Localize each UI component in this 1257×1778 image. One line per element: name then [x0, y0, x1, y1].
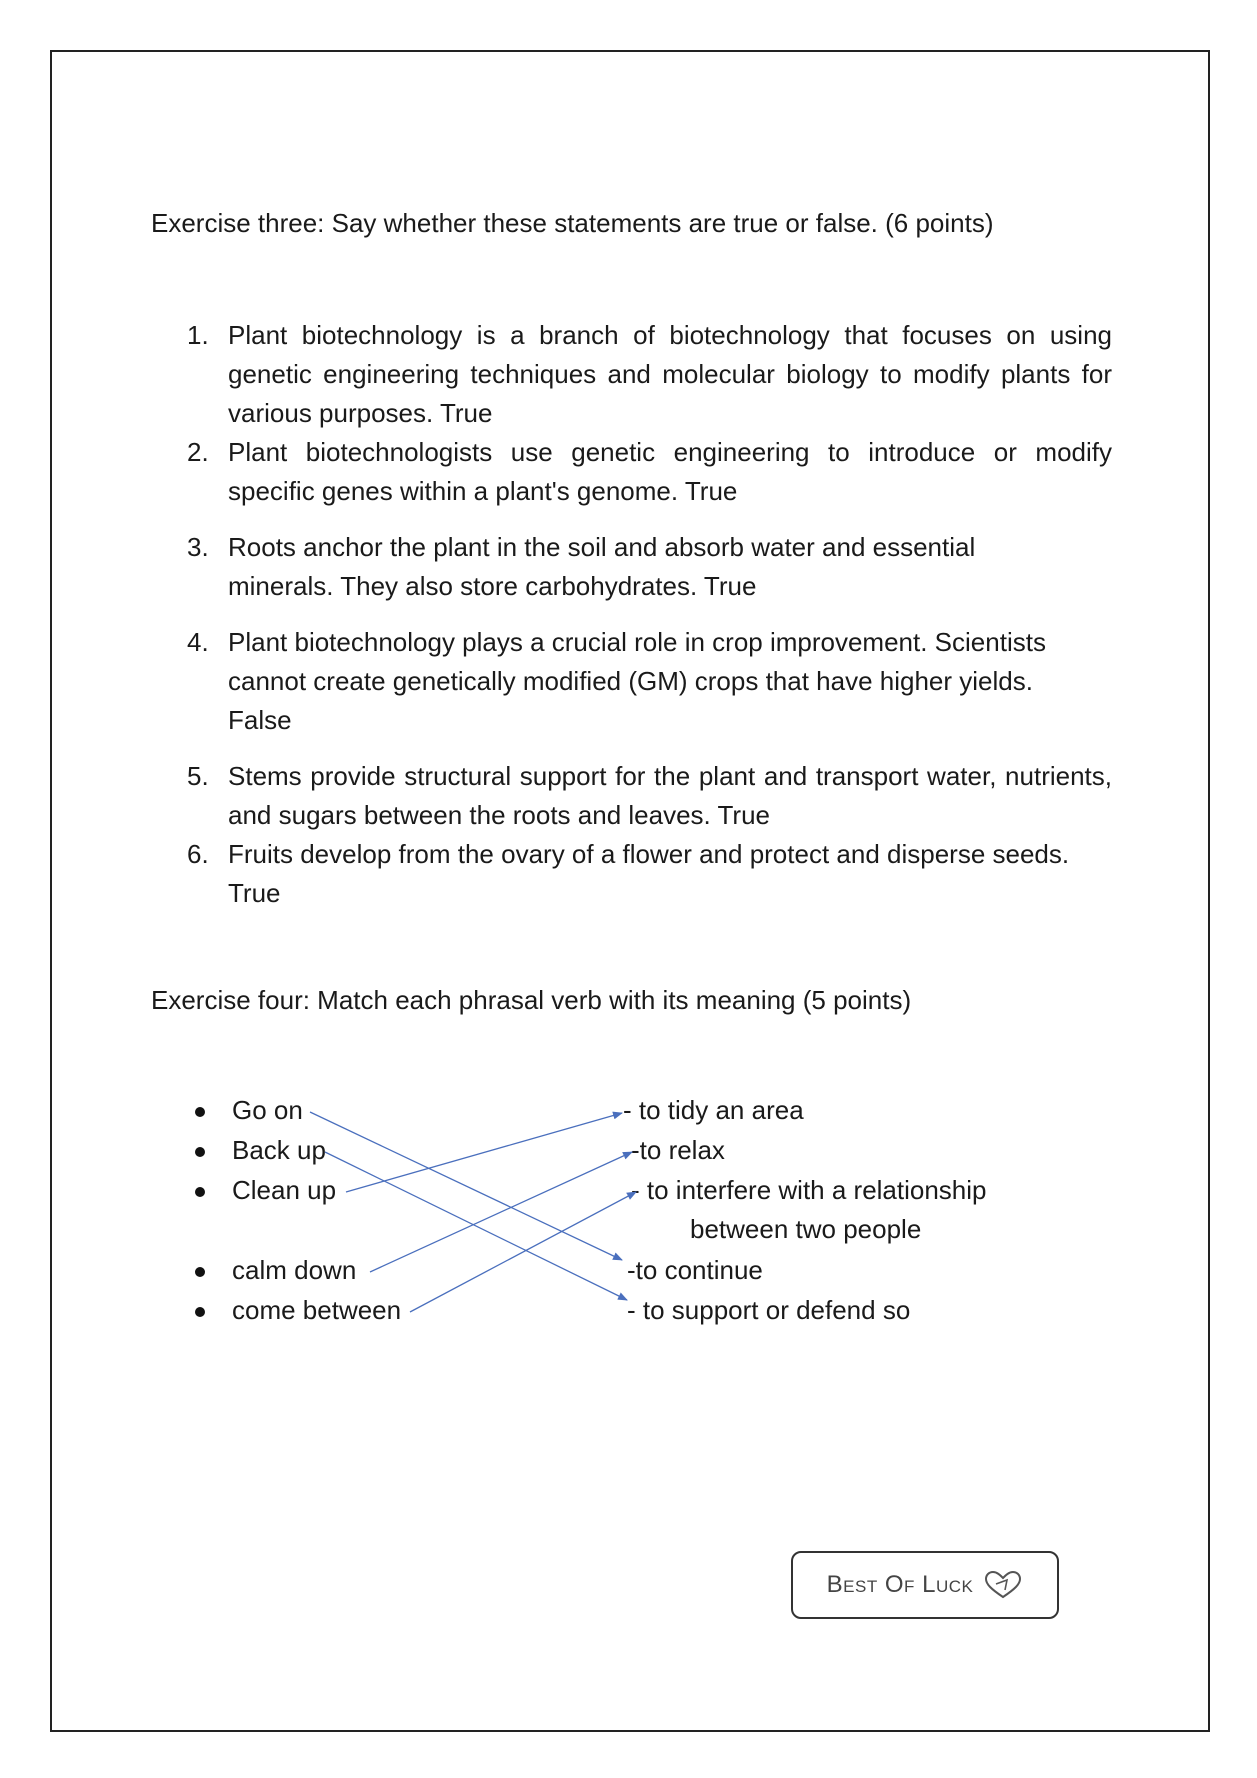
- statement-text: Stems provide structural support for the plant and transport water, nutrients, and sugars between the roots and leaves. True: [228, 761, 1112, 830]
- statement-text: Plant biotechnology is a branch of biotechnology that focuses on using genetic engineering techniques and molecular biology to modify plants for various purposes. True: [228, 320, 1112, 428]
- statement-text: Roots anchor the plant in the soil and absorb water and essential minerals. They also store carbohydrates. True: [228, 532, 976, 601]
- exercise-four-title: Exercise four: Match each phrasal verb with its meaning (5 points): [151, 985, 912, 1015]
- match-line-clean-up: [346, 1113, 622, 1192]
- statement-text: Plant biotechnologists use genetic engineering to introduce or modify specific genes within a plant's genome. True: [228, 437, 1112, 506]
- item-number: 2.: [187, 437, 209, 467]
- meaning-interfere-cont: between two people: [690, 1214, 922, 1244]
- statement-text: Fruits develop from the ovary of a flower and protect and disperse seeds. True: [228, 839, 1070, 908]
- statement-text: Plant biotechnology plays a crucial role in crop improvement. Scientists cannot create genetically modified (GM) crops that have higher yields. False: [228, 627, 1046, 735]
- heart-outline-icon: [983, 1570, 1023, 1600]
- best-of-luck-box: [791, 1551, 1059, 1619]
- item-number: 5.: [187, 761, 209, 791]
- match-line-calm-down: [370, 1152, 632, 1272]
- exercise-three-title: Exercise three: Say whether these statements are true or false. (6 points): [151, 208, 994, 238]
- item-number: 6.: [187, 839, 209, 869]
- meaning-continue: -to continue: [627, 1255, 763, 1285]
- meaning-relax: -to relax: [631, 1135, 725, 1165]
- item-number: 1.: [187, 320, 209, 350]
- meaning-support: - to support or defend so: [627, 1295, 911, 1325]
- match-line-back-up: [325, 1152, 627, 1300]
- verb-come-between: come between: [232, 1295, 402, 1325]
- item-number: 4.: [187, 627, 209, 657]
- verb-clean-up: Clean up: [232, 1175, 337, 1205]
- best-of-luck-label: Best Of Luck: [826, 1571, 974, 1598]
- meaning-interfere: - to interfere with a relationship: [631, 1175, 987, 1205]
- item-number: 3.: [187, 532, 209, 562]
- verb-go-on: Go on: [232, 1095, 303, 1125]
- match-line-go-on: [310, 1112, 622, 1260]
- verb-back-up: Back up: [232, 1135, 326, 1165]
- meaning-tidy: - to tidy an area: [623, 1095, 804, 1125]
- verb-calm-down: calm down: [232, 1255, 357, 1285]
